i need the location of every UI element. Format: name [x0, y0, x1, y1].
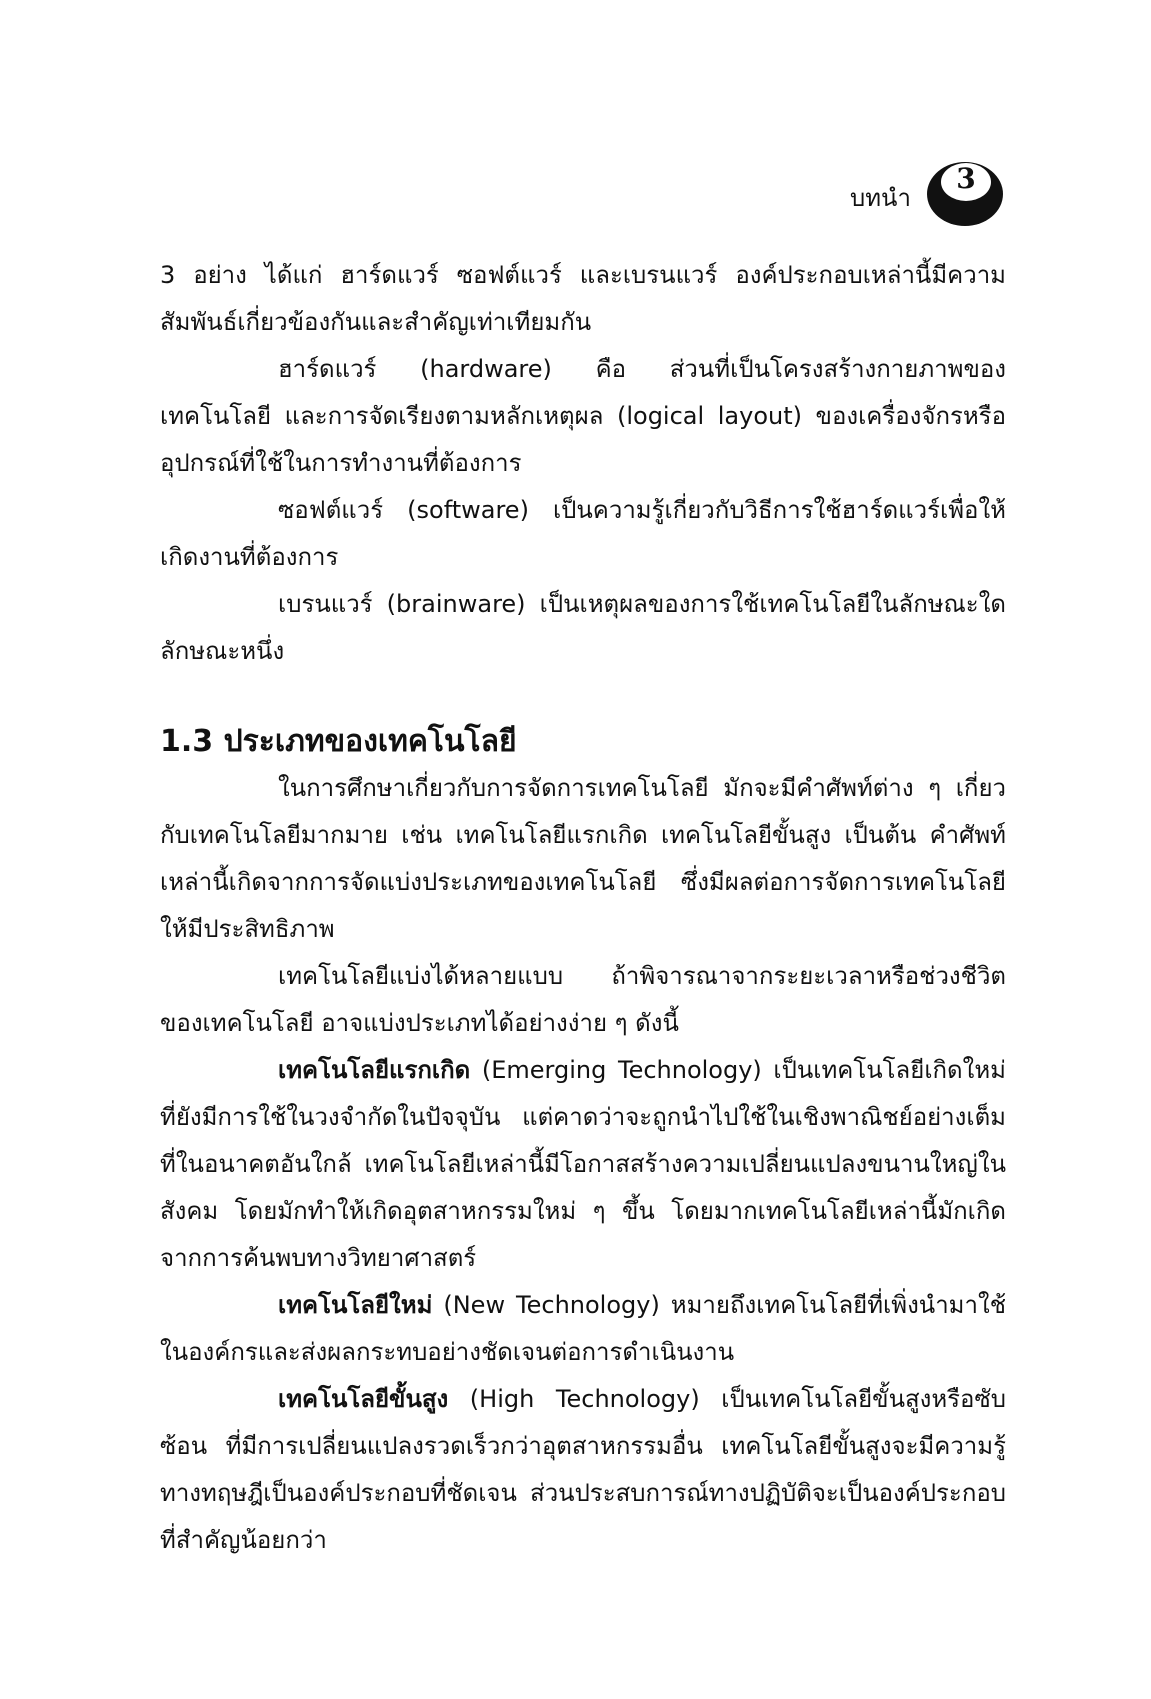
term-high: เทคโนโลยีขั้นสูง [278, 1385, 449, 1413]
paragraph-software: ซอฟต์แวร์ (software) เป็นความรู้เกี่ยวกับวิธีการใช้ฮาร์ดแวร์เพื่อให้เกิดงานที่ต้องการ [160, 496, 1006, 571]
high-description: (High Technology) เป็นเทคโนโลยีขั้นสูงหรือซับซ้อน ที่มีการเปลี่ยนแปลงรวดเร็วกว่าอุตสาหกรรมอื่น เทคโนโลยีขั้นสูงจะมีความรู้ทางทฤษฎีเป็นองค์ประกอบที่ชัดเจน ส่วนประสบการณ์ทางปฏิบัติจะเป็นองค์ประกอบที่สำคัญน้อยกว่า [160, 1385, 1006, 1554]
page-header [780, 158, 1020, 228]
page-number: 3 [956, 162, 976, 195]
paragraph-brainware: เบรนแวร์ (brainware) เป็นเหตุผลของการใช้เทคโนโลยีในลักษณะใดลักษณะหนึ่ง [160, 590, 1006, 665]
paragraph-high [160, 1376, 1006, 1564]
paragraph-hardware: ฮาร์ดแวร์ (hardware) คือ ส่วนที่เป็นโครงสร้างกายภาพของเทคโนโลยี และการจัดเรียงตามหลักเหตุผล (logical layout) ของเครื่องจักรหรืออุปกรณ์ที่ใช้ในการทำงานที่ต้องการ [160, 355, 1006, 477]
emerging-description: (Emerging Technology) เป็นเทคโนโลยีเกิดใหม่ที่ยังมีการใช้ในวงจำกัดในปัจจุบัน แต่คาดว่าจะถูกนำไปใช้ในเชิงพาณิชย์อย่างเต็มที่ในอนาคตอันใกล้ เทคโนโลยีเหล่านี้มีโอกาสสร้างความเปลี่ยนแปลงขนานใหญ่ในสังคม โดยมักทำให้เกิดอุตสาหกรรมใหม่ ๆ ขึ้น โดยมากเทคโนโลยีเหล่านี้มักเกิดจากการค้นพบทางวิทยาศาสตร์ [160, 1056, 1006, 1272]
term-emerging: เทคโนโลยีแรกเกิด [278, 1056, 471, 1084]
paragraph-emerging [160, 1047, 1006, 1282]
section-heading: 1.3 ประเภทของเทคโนโลยี [160, 724, 517, 759]
term-new: เทคโนโลยีใหม่ [278, 1291, 433, 1319]
running-head: บทนำ [850, 184, 911, 212]
paragraph-classification: เทคโนโลยีแบ่งได้หลายแบบ ถ้าพิจารณาจากระยะเวลาหรือช่วงชีวิตของเทคโนโลยี อาจแบ่งประเภทได้อย่างง่าย ๆ ดังนี้ [160, 962, 1006, 1037]
paragraph-new [160, 1282, 1006, 1376]
new-description: (New Technology) หมายถึงเทคโนโลยีที่เพิ่งนำมาใช้ในองค์กรและส่งผลกระทบอย่างชัดเจนต่อการดำเนินงาน [160, 1291, 1006, 1366]
page-number-badge [925, 158, 1005, 228]
page-body [160, 252, 1006, 1564]
paragraph-components: 3 อย่าง ได้แก่ ฮาร์ดแวร์ ซอฟต์แวร์ และเบรนแวร์ องค์ประกอบเหล่านี้มีความสัมพันธ์เกี่ยวข้องกันและสำคัญเท่าเทียมกัน [160, 261, 1006, 336]
paragraph-intro: ในการศึกษาเกี่ยวกับการจัดการเทคโนโลยี มักจะมีคำศัพท์ต่าง ๆ เกี่ยวกับเทคโนโลยีมากมาย เช่น เทคโนโลยีแรกเกิด เทคโนโลยีขั้นสูง เป็นต้น คำศัพท์เหล่านี้เกิดจากการจัดแบ่งประเภทของเทคโนโลยี ซึ่งมีผลต่อการจัดการเทคโนโลยีให้มีประสิทธิภาพ [160, 774, 1007, 943]
